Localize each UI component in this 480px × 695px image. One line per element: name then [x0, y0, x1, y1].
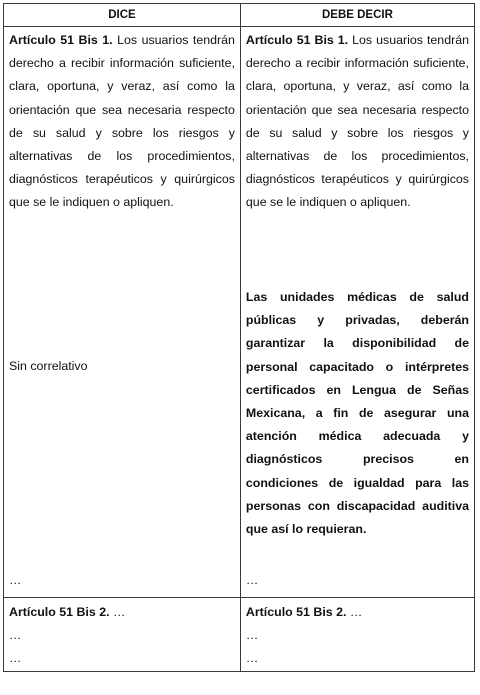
left-footer-label: Artículo 51 Bis 2. — [9, 605, 110, 619]
right-footer-label: Artículo 51 Bis 2. — [245, 605, 347, 619]
comparison-table — [3, 3, 475, 672]
right-main-cell — [240, 27, 474, 598]
right-article-paragraph — [246, 29, 469, 215]
header-row — [4, 4, 475, 27]
left-article-text: Los usuarios tendrán derecho a recibir información suficiente, clara, oportuna, y veraz, así como la orientación que sea necesaria respecto de su salud y sobre los riesgos y alternativas de los procedimientos, diagnósticos terapéuticos y quirúrgicos que se le indiquen o apliquen. — [9, 33, 235, 210]
right-new-paragraph: Las unidades médicas de salud públicas y privadas, deberán garantizar la disponibilidad de personal capacitado o intérpretes certificados en Lengua de Señas Mexicana, a fin de asegurar una atención médica adecuada y diagnósticos precisos en condiciones de igualdad para las personas con discapacidad auditiva que así lo requieran. — [245, 290, 469, 537]
right-article-label: Artículo 51 Bis 1. — [245, 33, 349, 47]
right-ellipsis: … — [245, 573, 259, 587]
footer-row — [4, 598, 475, 672]
sin-correlativo-text: Sin correlativo — [9, 359, 88, 373]
left-ellipsis: … — [9, 573, 22, 587]
right-footer-line-3: … — [245, 651, 259, 666]
left-footer-cell — [4, 598, 241, 672]
left-article-paragraph — [9, 29, 235, 215]
header-debe-decir: DEBE DECIR — [240, 4, 474, 27]
right-footer-rest: … — [346, 605, 363, 619]
left-footer-line-1 — [9, 601, 235, 624]
left-footer-line-3: … — [9, 651, 22, 666]
right-footer-line-1 — [246, 601, 469, 624]
right-article-text: Los usuarios tendrán derecho a recibir información suficiente, clara, oportuna, y veraz, así como la orientación que sea necesaria respecto de su salud y sobre los riesgos y alternativas de los procedimientos, diagnósticos terapéuticos y quirúrgicos que se le indiquen o apliquen. — [245, 33, 469, 210]
left-footer-line-2: … — [9, 628, 22, 643]
left-footer-rest: … — [109, 605, 126, 619]
main-row — [4, 27, 475, 598]
header-dice: DICE — [4, 4, 241, 27]
left-article-label: Artículo 51 Bis 1. — [9, 33, 113, 47]
right-footer-line-2: … — [245, 628, 259, 643]
right-footer-cell — [240, 598, 474, 672]
left-main-cell — [4, 27, 241, 598]
